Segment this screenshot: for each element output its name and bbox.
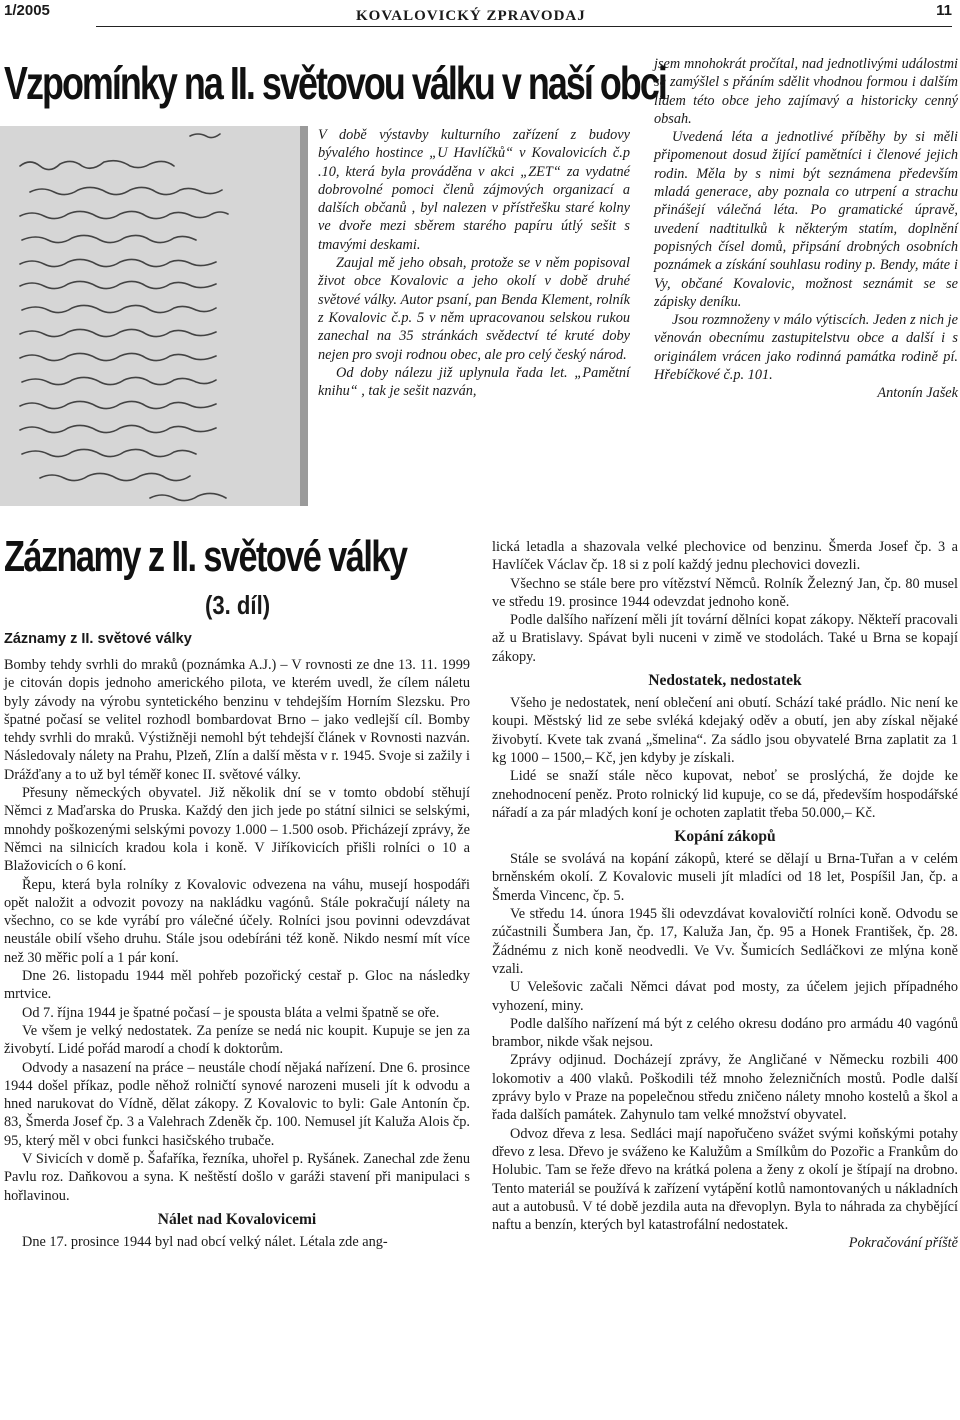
handwritten-page-image bbox=[0, 126, 308, 506]
paragraph: Uvedená léta a jednotlivé příběhy by si měli připomenout dosud žijící pamětníci i členové jejich rodin. Měla by s nimi být seznámena především mladá generace, aby poznala co utrpení a strachu přinášejí válečná léta. Po gramatické úpravě, uvedení nadtitulků k některým statím, doplnění popisných čísel domů, připsání drobných osobních poznámek a získání souhlasu rodiny p. Bendy, máte i Vy, občané Kovalovic, možnost seznámit se se zápisky deníku. bbox=[654, 129, 958, 310]
newspaper-name: KOVALOVICKÝ ZPRAVODAJ bbox=[356, 8, 586, 24]
paragraph: Zaujal mě jeho obsah, protože se v něm popisoval život obce Kovalovic a jeho okolí v době druhé světové války. Autor psaní, pan Benda Klement, rolník z Kovalovic č.p. 5 v něm upracovanou selskou rukou zanechal na 35 stránkách svědectví té kruté doby nejen pro svoji rodnou obec, ale pro celý český národ. bbox=[318, 255, 630, 363]
continued-line bbox=[492, 1234, 958, 1252]
section-heading-nedostatek: Nedostatek, nedostatek bbox=[648, 672, 802, 690]
paragraph: V době výstavby kulturního zařízení z budovy bývalého hostince „U Havlíčků“ v Kovalovicích č.p .10, která byla prováděna v akci „ZET“ za vydatné dobrovolné pomoci členů zájmových organizací a dalších občanů , byl nalezen v přístřešku staré kolny ve dvoře mezi sběrem starého papíru útlý sešit s tmavými deskami. bbox=[318, 127, 630, 253]
paragraph: Od doby nálezu již uplynula řada let. „Pamětní knihu“ , tak je sešit nazván, bbox=[318, 364, 630, 400]
article2-part: (3. díl) bbox=[205, 590, 271, 620]
paragraph: lická letadla a shazovala velké plechovice od benzinu. Šmerda Josef čp. 3 a Havlíček Václav čp. 18 si z polí každý jednu plechovici dovezli. bbox=[492, 539, 958, 574]
paragraph: Všeho je nedostatek, není oblečení ani obutí. Schází také prádlo. Nic není ke koupi. Městský lid ze sebe svléká kdejaký oděv a obutí, jen aby získal nějaké živobytí. Kvete tak zvaná „šmelina“. Za sádlo jsou obyvatelé Brna zaplatit za 1 kg 1000 – 1500,– Kč, jen kdyby je získali. bbox=[492, 695, 958, 766]
paragraph: Bomby tehdy svrhli do mraků (poznámka A.J.) – V rovnosti ze dne 13. 11. 1999 je citován dopis jednoho amerického pilota, ve kterém uvedl, že cílem náletu byly závody na výrobu syntetického benzinu v tehdejším Horním Slezsku. Pro špatné počasí se velitel rozhodl bombardovat Brno – jako vedlejší cíl. Bomby tehdy svrhli do mraků. Výstižněji nemohl být tehdejší článek v Rovnosti nazván. Následovaly nálety na Prahu, Plzeň, Zlín a další města v r. 1945. Svoje si zažily i Drážďany a to už byl téměř konec II. světové války. bbox=[4, 657, 470, 783]
paragraph: Dne 26. listopadu 1944 měl pohřeb pozořický cestař p. Gloc na následky mrtvice. bbox=[4, 968, 470, 1003]
page-header bbox=[0, 0, 960, 28]
paragraph: Odvoz dřeva z lesa. Sedláci mají napořučeno svážet svými koňskými potahy dřevo z lesa. Dřevo je sváženo ke Kalužům a Smílkům do Pozořic a Frankům do Holubic. Tam se řeže dřevo na krátká polena a ženy z okolí je štípají na drobno. Tento materiál se používá k zařízení vytápění kotlů namontovaných u nákladních aut a autobusů. V té době jezdila auta na dřevoplyn. Byla to náhrada za chybějící naftu a benzín, kterých byl katastrofální nedostatek. bbox=[492, 1125, 958, 1234]
article1-column-middle bbox=[318, 126, 630, 400]
paragraph: Podle dalšího nařízení měli jít tovární dělníci kopat zákopy. Někteří pracovali až u Bratislavy. Spávat byli nuceni v zimě ve stodolách. Také u Brna se kopají zákopy. bbox=[492, 612, 958, 665]
issue-number: 1/2005 bbox=[4, 2, 50, 19]
article1-column-right bbox=[654, 55, 958, 403]
paragraph: jsem mnohokrát pročítal, nad jednotlivými událostmi se zamýšlel s přáním sdělit vhodnou formou i dalším lidem této obce jeho zajímavý a historicky cenný obsah. bbox=[654, 56, 958, 127]
paragraph: U Velešovic začali Němci dávat pod mosty, za účelem jejich případného vyhození, miny. bbox=[492, 979, 958, 1014]
article2-kicker: Záznamy z II. světové války bbox=[4, 631, 192, 647]
paragraph: Zprávy odjinud. Docházejí zprávy, že Angličané v Německu rozbili 400 lokomotiv a 400 vlaků. Poškodili též mnoho železničních mostů. Podle další zprávy bylo v Praze na popelečnou středu zničeno nálety mnoho kostelů a škol a řada dalších památek. Zahynulo tam velké množství obyvatel. bbox=[492, 1052, 958, 1124]
author-name: Antonín Jašek bbox=[877, 385, 958, 402]
paragraph: Všechno se stále bere pro vítězství Němců. Rolník Železný Jan, čp. 80 musel ve středu 19. prosince 1944 odevzdat jednoho koně. bbox=[492, 575, 958, 610]
paragraph: Podle dalšího nařízení má být z celého okresu dodáno pro armádu 40 vagónů brambor, nikde však nejsou. bbox=[492, 1015, 958, 1051]
section-heading-kopani: Kopání zákopů bbox=[674, 828, 776, 846]
continued-note: Pokračování příště bbox=[848, 1235, 958, 1252]
paragraph: V Sivicích v domě p. Šafaříka, řezníka, uhořel p. Ryšánek. Zanechal zde ženu Pavlu roz. Daňkovou a syna. K neštěstí došlo v garáži stavení při manipulaci s hořlavinou. bbox=[4, 1151, 470, 1204]
paragraph: Stále se svolává na kopání zákopů, které se dělají u Brna-Tuřan a v celém brněnském okolí. Z Kovalovic museli jít mladíci od 18 let, Pospíšil Jan, čp. a Šmerda Vincenc, čp. 5. bbox=[492, 851, 958, 904]
paragraph: Odvody a nasazení na práce – neustále chodí nějaká nařízení. Dne 6. prosince 1944 došel příkaz, podle něhož rolničtí synové narozeni museli jít k odvodu a hned narukovat do Vídně, dělat zákopy. Z Kovalovic to byli: Gale Antonín čp. 83, Šmerda Josef čp. 3 a Valehrach Zdeněk čp. 100. Nemusel jít Kaluža Alois čp. 95, který měl v obci funkci hasičského trubače. bbox=[4, 1059, 470, 1149]
section-heading-nalet: Nálet nad Kovalovicemi bbox=[157, 1210, 317, 1228]
paragraph: Jsou rozmnoženy v málo výtiscích. Jeden z nich je věnován obecnímu zastupitelstvu obce a další i s originálem vrácen jako rodinná památka rodině pí. Hřebíčkové č.p. 101. bbox=[654, 312, 958, 384]
page-number: 11 bbox=[936, 2, 952, 19]
article2-column-right bbox=[492, 538, 958, 1253]
paragraph: Přesuny německých obyvatel. Již několik dní se v tomto období stěhují Němci z Maďarska do Pruska. Každý den jich jede po státní silnici se selskými, mnohdy poškozenými selskými povozy 1.000 – 1.500 osob. Přicházejí zprávy, že Němci na silnicích kradou kola i koně. V Jiříkovicích přišli rolníci o 10 a Blažovicích o 6 koní. bbox=[4, 785, 470, 875]
paragraph: Řepu, která byla rolníky z Kovalovic odvezena na váhu, musejí hospodáři opět naložit a odvozit povozy na nakládku vagónů. Stále pokračují nálety na všechno, co se kde vyrábí pro válečné účely. Rolníci jsou povinni odevzdávat neustále obilí všeho druhu. Stále jsou odebíráni též koně. Nikdo nesmí mít více než 30 měřic polí a 1 pár koní. bbox=[4, 876, 470, 966]
paragraph: Dne 17. prosince 1944 byl nad obcí velký nálet. Létala zde ang- bbox=[22, 1233, 388, 1250]
paragraph: Od 7. října 1944 je špatné počasí – je spousta bláta a velmi špatně se oře. bbox=[22, 1004, 440, 1021]
memorial-book-photo bbox=[0, 126, 308, 506]
article1-title: Vzpomínky na II. světovou válku v naší obci bbox=[4, 57, 666, 109]
paragraph: Ve všem je velký nedostatek. Za peníze se nedá nic koupit. Kupuje se jen za živobytí. Lidé pořád marodí a chodí k doktorům. bbox=[4, 1022, 470, 1058]
article2-title: Záznamy z II. světové války bbox=[4, 532, 407, 581]
paragraph: Lidé se snaží stále něco kupovat, neboť se proslýchá, že dojde ke znehodnocení peněz. Proto rolnický lid kupuje, co se dá, především hospodářské nářadí a za pár mladých koní je ochoten zaplatit třeba 50.000,– Kč. bbox=[492, 768, 958, 821]
author-line bbox=[654, 384, 958, 402]
paragraph: Ve středu 14. února 1945 šli odevzdávat kovalovičtí rolníci koně. Odvodu se zúčastnili Šumbera Jan, čp. 17, Kaluža Jan, čp. 95 a Honek František, čp. 28. Žádnému z nich koně neodvedli. Ve Vv. Šumicích Sedláčkovi ze mlýna koně vzali. bbox=[492, 906, 958, 977]
header-rule bbox=[96, 26, 952, 27]
article2-column-left bbox=[4, 656, 470, 1251]
